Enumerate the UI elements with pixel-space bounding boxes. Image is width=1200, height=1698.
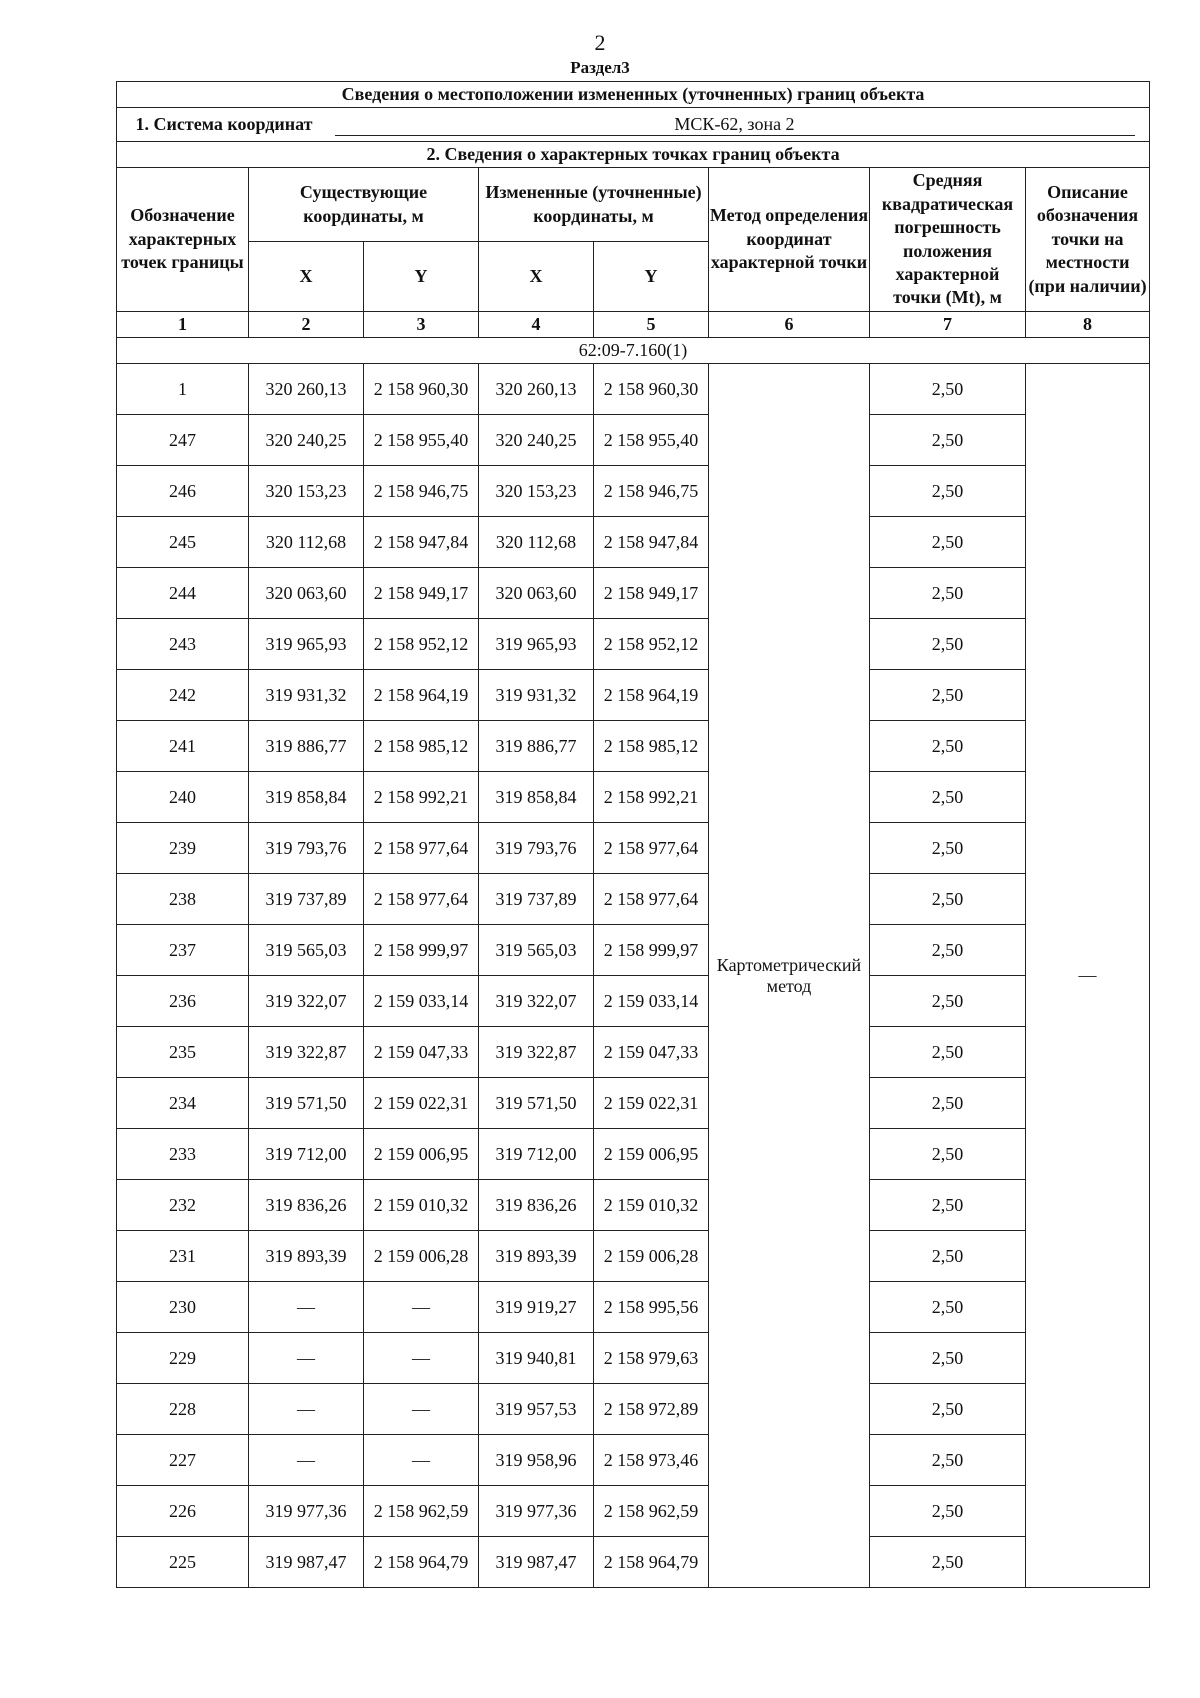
existing-x: 319 987,47 — [249, 1537, 364, 1588]
existing-x: 320 260,13 — [249, 364, 364, 415]
point-designation: 236 — [117, 976, 249, 1027]
section-title: Раздел3 — [570, 58, 630, 77]
error-value: 2,50 — [870, 364, 1026, 415]
col-method-header: Метод определения координат характерной точки — [709, 168, 870, 312]
column-number: 1 — [117, 312, 249, 338]
error-value: 2,50 — [870, 1282, 1026, 1333]
point-designation: 225 — [117, 1537, 249, 1588]
table-row — [117, 1129, 1150, 1180]
error-value: 2,50 — [870, 823, 1026, 874]
error-value: 2,50 — [870, 1129, 1026, 1180]
changed-y: 2 158 999,97 — [594, 925, 709, 976]
changed-y: 2 158 992,21 — [594, 772, 709, 823]
point-designation: 229 — [117, 1333, 249, 1384]
table-heading: Сведения о местоположении измененных (уточненных) границ объекта — [117, 82, 1150, 108]
error-value: 2,50 — [870, 1333, 1026, 1384]
changed-x: 319 965,93 — [479, 619, 594, 670]
point-designation: 244 — [117, 568, 249, 619]
changed-x: 320 240,25 — [479, 415, 594, 466]
existing-x: 319 737,89 — [249, 874, 364, 925]
error-value: 2,50 — [870, 670, 1026, 721]
changed-y: 2 158 947,84 — [594, 517, 709, 568]
column-number: 8 — [1026, 312, 1150, 338]
changed-y: 2 158 955,40 — [594, 415, 709, 466]
point-designation: 235 — [117, 1027, 249, 1078]
table-row — [117, 364, 1150, 415]
existing-y: 2 158 964,79 — [364, 1537, 479, 1588]
coord-system-row — [117, 108, 1150, 142]
changed-x: 319 977,36 — [479, 1486, 594, 1537]
existing-x: 319 565,03 — [249, 925, 364, 976]
table-row — [117, 619, 1150, 670]
changed-y: 2 159 006,95 — [594, 1129, 709, 1180]
column-number: 4 — [479, 312, 594, 338]
changed-y: 2 158 946,75 — [594, 466, 709, 517]
changed-y: 2 158 949,17 — [594, 568, 709, 619]
changed-y: 2 158 973,46 — [594, 1435, 709, 1486]
existing-y: 2 158 952,12 — [364, 619, 479, 670]
point-designation: 227 — [117, 1435, 249, 1486]
changed-x: 319 893,39 — [479, 1231, 594, 1282]
error-value: 2,50 — [870, 925, 1026, 976]
point-designation: 232 — [117, 1180, 249, 1231]
changed-y: 2 158 985,12 — [594, 721, 709, 772]
changed-y: 2 158 979,63 — [594, 1333, 709, 1384]
existing-x: 319 571,50 — [249, 1078, 364, 1129]
error-value: 2,50 — [870, 772, 1026, 823]
changed-y: 2 159 010,32 — [594, 1180, 709, 1231]
col-description-header: Описание обозначения точки на местности (при наличии) — [1026, 168, 1150, 312]
existing-x: — — [249, 1435, 364, 1486]
changed-y: 2 159 022,31 — [594, 1078, 709, 1129]
existing-y: 2 158 949,17 — [364, 568, 479, 619]
existing-x: 319 712,00 — [249, 1129, 364, 1180]
existing-x: 319 793,76 — [249, 823, 364, 874]
point-designation: 242 — [117, 670, 249, 721]
changed-y: 2 158 964,19 — [594, 670, 709, 721]
col-changed-header: Измененные (уточненные) координаты, м — [479, 168, 709, 242]
table-row — [117, 517, 1150, 568]
existing-y: 2 159 022,31 — [364, 1078, 479, 1129]
existing-y: 2 159 033,14 — [364, 976, 479, 1027]
existing-x: 320 112,68 — [249, 517, 364, 568]
existing-x: 320 063,60 — [249, 568, 364, 619]
error-value: 2,50 — [870, 1486, 1026, 1537]
existing-y: — — [364, 1333, 479, 1384]
table-row — [117, 721, 1150, 772]
error-value: 2,50 — [870, 874, 1026, 925]
changed-y: 2 158 962,59 — [594, 1486, 709, 1537]
table-row — [117, 415, 1150, 466]
changed-y: 2 159 006,28 — [594, 1231, 709, 1282]
changed-x: 320 260,13 — [479, 364, 594, 415]
existing-y: — — [364, 1282, 479, 1333]
changed-x: 319 858,84 — [479, 772, 594, 823]
col-existing-y-header: Y — [364, 242, 479, 312]
changed-y: 2 158 972,89 — [594, 1384, 709, 1435]
table-row — [117, 1027, 1150, 1078]
table-row — [117, 1282, 1150, 1333]
column-number: 7 — [870, 312, 1026, 338]
point-designation: 234 — [117, 1078, 249, 1129]
error-value: 2,50 — [870, 619, 1026, 670]
point-designation: 228 — [117, 1384, 249, 1435]
point-designation: 247 — [117, 415, 249, 466]
method-cell: Картометрический метод — [709, 364, 870, 1588]
table-row — [117, 772, 1150, 823]
changed-x: 319 836,26 — [479, 1180, 594, 1231]
existing-y: 2 158 946,75 — [364, 466, 479, 517]
changed-y: 2 158 960,30 — [594, 364, 709, 415]
changed-x: 319 322,87 — [479, 1027, 594, 1078]
error-value: 2,50 — [870, 517, 1026, 568]
existing-y: — — [364, 1384, 479, 1435]
column-number: 6 — [709, 312, 870, 338]
changed-x: 319 565,03 — [479, 925, 594, 976]
existing-x: — — [249, 1384, 364, 1435]
col-error-header: Средняя квадратическая погрешность положения характерной точки (Mt), м — [870, 168, 1026, 312]
changed-y: 2 158 977,64 — [594, 823, 709, 874]
changed-x: 320 063,60 — [479, 568, 594, 619]
table-row — [117, 1435, 1150, 1486]
table-row — [117, 925, 1150, 976]
table-row — [117, 1078, 1150, 1129]
changed-x: 319 737,89 — [479, 874, 594, 925]
existing-x: 319 886,77 — [249, 721, 364, 772]
existing-x: 319 977,36 — [249, 1486, 364, 1537]
changed-x: 319 958,96 — [479, 1435, 594, 1486]
column-number: 2 — [249, 312, 364, 338]
error-value: 2,50 — [870, 721, 1026, 772]
existing-y: 2 158 960,30 — [364, 364, 479, 415]
point-designation: 241 — [117, 721, 249, 772]
existing-y: 2 158 947,84 — [364, 517, 479, 568]
existing-y: — — [364, 1435, 479, 1486]
existing-x: — — [249, 1333, 364, 1384]
table-row — [117, 874, 1150, 925]
table-row — [117, 568, 1150, 619]
changed-x: 319 322,07 — [479, 976, 594, 1027]
parcel-id: 62:09-7.160(1) — [117, 338, 1150, 364]
point-designation: 237 — [117, 925, 249, 976]
existing-y: 2 158 977,64 — [364, 874, 479, 925]
col-existing-header: Существующие координаты, м — [249, 168, 479, 242]
changed-x: 319 793,76 — [479, 823, 594, 874]
point-designation: 1 — [117, 364, 249, 415]
existing-y: 2 158 999,97 — [364, 925, 479, 976]
col-designation-header: Обозначение характерных точек границы — [117, 168, 249, 312]
point-designation: 239 — [117, 823, 249, 874]
error-value: 2,50 — [870, 1537, 1026, 1588]
column-number: 3 — [364, 312, 479, 338]
changed-x: 319 919,27 — [479, 1282, 594, 1333]
existing-x: 319 965,93 — [249, 619, 364, 670]
table-row — [117, 1486, 1150, 1537]
existing-y: 2 158 985,12 — [364, 721, 479, 772]
point-designation: 226 — [117, 1486, 249, 1537]
point-designation: 243 — [117, 619, 249, 670]
existing-y: 2 158 992,21 — [364, 772, 479, 823]
table-row — [117, 1231, 1150, 1282]
table-row — [117, 1333, 1150, 1384]
error-value: 2,50 — [870, 1078, 1026, 1129]
changed-y: 2 158 995,56 — [594, 1282, 709, 1333]
existing-y: 2 158 977,64 — [364, 823, 479, 874]
error-value: 2,50 — [870, 466, 1026, 517]
error-value: 2,50 — [870, 976, 1026, 1027]
col-changed-y-header: Y — [594, 242, 709, 312]
column-number: 5 — [594, 312, 709, 338]
existing-y: 2 158 955,40 — [364, 415, 479, 466]
changed-x: 319 957,53 — [479, 1384, 594, 1435]
error-value: 2,50 — [870, 1027, 1026, 1078]
error-value: 2,50 — [870, 1384, 1026, 1435]
changed-x: 320 112,68 — [479, 517, 594, 568]
coord-system-value: МСК-62, зона 2 — [335, 114, 1135, 136]
existing-y: 2 159 006,95 — [364, 1129, 479, 1180]
point-designation: 240 — [117, 772, 249, 823]
existing-y: 2 158 962,59 — [364, 1486, 479, 1537]
page-number: 2 — [594, 30, 606, 55]
changed-y: 2 158 977,64 — [594, 874, 709, 925]
existing-y: 2 158 964,19 — [364, 670, 479, 721]
table-row — [117, 823, 1150, 874]
coord-system-label: 1. Система координат — [135, 113, 313, 134]
description-cell: — — [1026, 364, 1150, 1588]
points-heading: 2. Сведения о характерных точках границ объекта — [117, 142, 1150, 168]
error-value: 2,50 — [870, 1231, 1026, 1282]
error-value: 2,50 — [870, 1180, 1026, 1231]
point-designation: 230 — [117, 1282, 249, 1333]
table-row — [117, 466, 1150, 517]
point-designation: 246 — [117, 466, 249, 517]
existing-x: 320 153,23 — [249, 466, 364, 517]
changed-x: 319 571,50 — [479, 1078, 594, 1129]
existing-y: 2 159 010,32 — [364, 1180, 479, 1231]
changed-y: 2 158 964,79 — [594, 1537, 709, 1588]
error-value: 2,50 — [870, 1435, 1026, 1486]
error-value: 2,50 — [870, 415, 1026, 466]
existing-x: 319 322,07 — [249, 976, 364, 1027]
changed-x: 319 886,77 — [479, 721, 594, 772]
changed-x: 319 712,00 — [479, 1129, 594, 1180]
existing-x: 319 322,87 — [249, 1027, 364, 1078]
existing-y: 2 159 047,33 — [364, 1027, 479, 1078]
table-row — [117, 1180, 1150, 1231]
changed-x: 320 153,23 — [479, 466, 594, 517]
existing-x: — — [249, 1282, 364, 1333]
existing-x: 319 836,26 — [249, 1180, 364, 1231]
changed-x: 319 940,81 — [479, 1333, 594, 1384]
changed-y: 2 159 033,14 — [594, 976, 709, 1027]
changed-y: 2 158 952,12 — [594, 619, 709, 670]
point-designation: 231 — [117, 1231, 249, 1282]
existing-x: 319 858,84 — [249, 772, 364, 823]
existing-x: 320 240,25 — [249, 415, 364, 466]
error-value: 2,50 — [870, 568, 1026, 619]
changed-x: 319 987,47 — [479, 1537, 594, 1588]
existing-y: 2 159 006,28 — [364, 1231, 479, 1282]
changed-y: 2 159 047,33 — [594, 1027, 709, 1078]
point-designation: 245 — [117, 517, 249, 568]
table-row — [117, 1384, 1150, 1435]
existing-x: 319 931,32 — [249, 670, 364, 721]
point-designation: 238 — [117, 874, 249, 925]
table-row — [117, 976, 1150, 1027]
boundary-table — [116, 81, 1150, 1588]
point-designation: 233 — [117, 1129, 249, 1180]
table-row — [117, 1537, 1150, 1588]
col-changed-x-header: X — [479, 242, 594, 312]
col-existing-x-header: X — [249, 242, 364, 312]
table-row — [117, 670, 1150, 721]
changed-x: 319 931,32 — [479, 670, 594, 721]
existing-x: 319 893,39 — [249, 1231, 364, 1282]
